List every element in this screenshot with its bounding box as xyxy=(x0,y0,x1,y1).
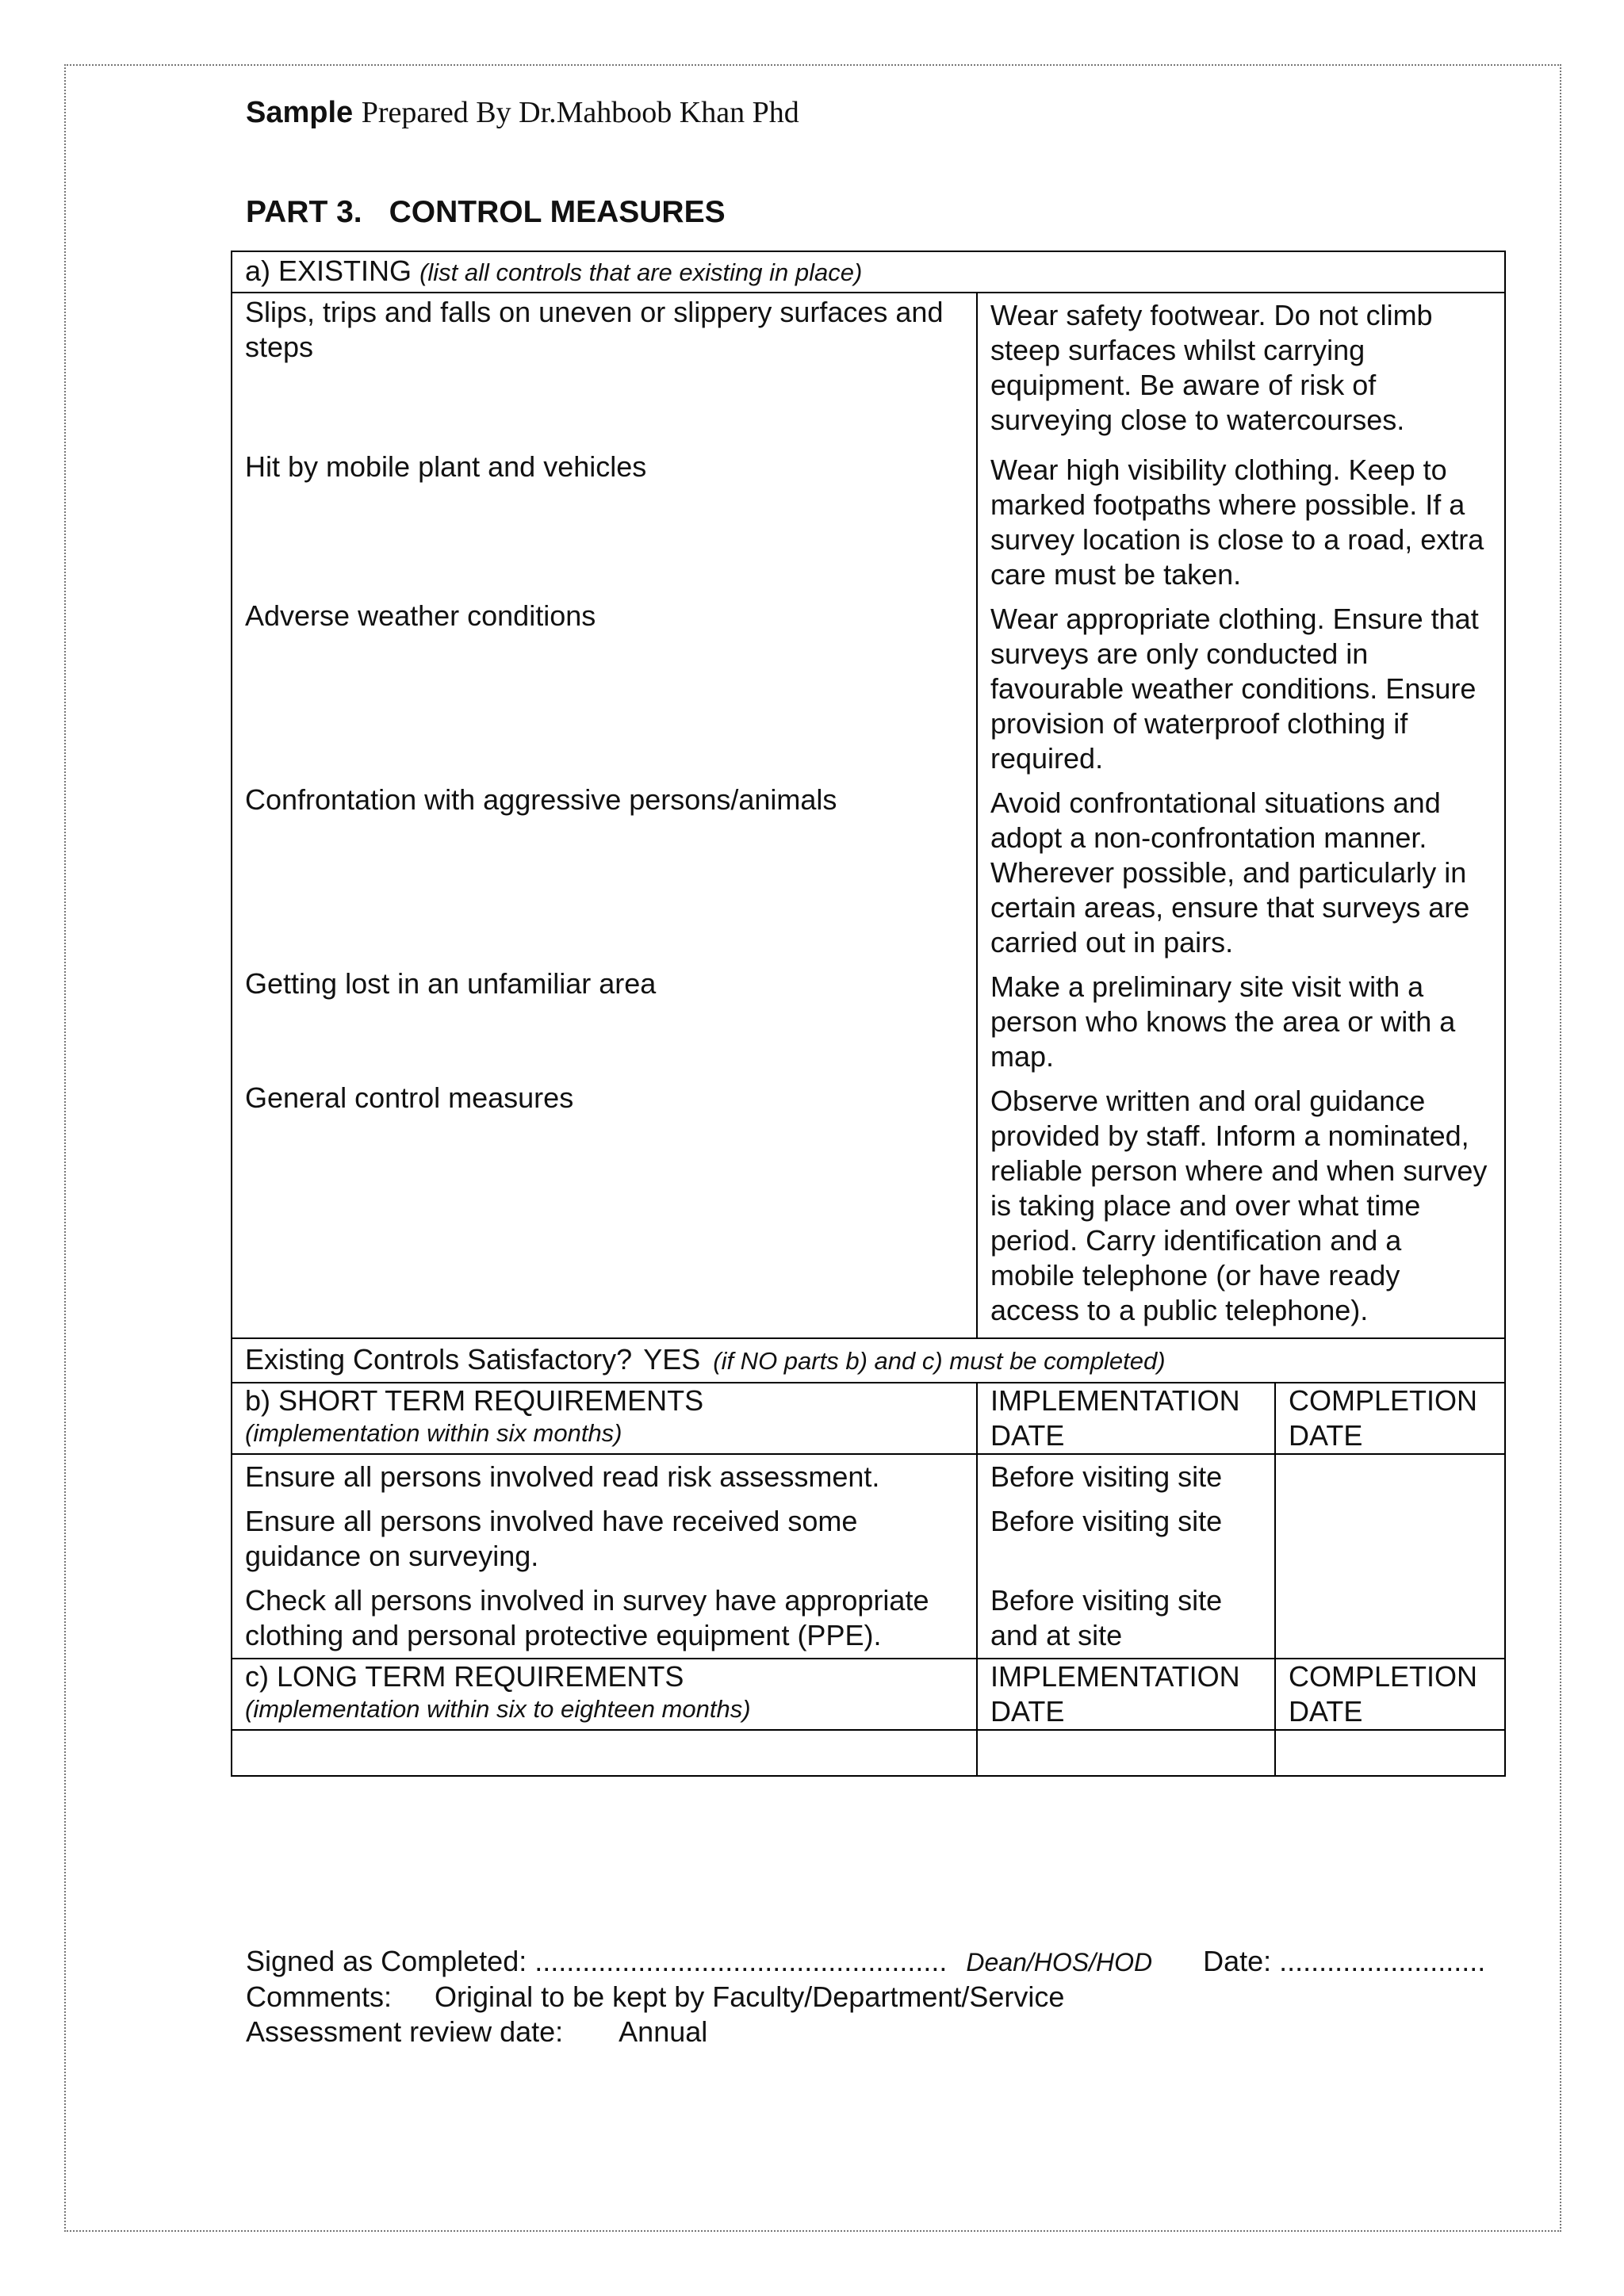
control-item: Wear safety footwear. Do not climb steep surfaces whilst carrying equipment. Be aware of risk of surveying close to watercourses. xyxy=(990,299,1433,436)
long-term-empty-row xyxy=(232,1730,1505,1776)
requirement-item: Ensure all persons involved read risk assessment. xyxy=(245,1460,880,1493)
long-term-impl-header: IMPLEMENTATION DATE xyxy=(977,1659,1275,1730)
satisfactory-row xyxy=(232,1338,1505,1383)
review-value: Annual xyxy=(619,2015,708,2048)
controls-cell xyxy=(977,293,1505,1338)
document-header xyxy=(246,95,799,130)
existing-header-cell xyxy=(232,251,1505,293)
part-title-text: CONTROL MEASURES xyxy=(389,195,726,229)
signed-dots: .................................................... xyxy=(534,1945,948,1977)
existing-header-row xyxy=(232,251,1505,293)
control-item: Wear appropriate clothing. Ensure that surveys are only conducted in favourable weather conditions. Ensure provision of waterproof clothing if required. xyxy=(990,603,1479,775)
short-term-comp-header: COMPLETION DATE xyxy=(1275,1383,1505,1454)
date-dots: .......................... xyxy=(1279,1945,1486,1977)
long-term-impl-blank xyxy=(977,1730,1275,1776)
short-term-note: (implementation within six months) xyxy=(245,1419,622,1447)
satisfactory-value: YES xyxy=(643,1343,701,1376)
requirement-item: Ensure all persons involved have received some guidance on surveying. xyxy=(245,1505,858,1572)
long-term-requirement-blank xyxy=(232,1730,977,1776)
short-term-header-cell xyxy=(232,1383,977,1454)
satisfactory-label: Existing Controls Satisfactory? xyxy=(245,1343,633,1376)
short-term-label: b) SHORT TERM REQUIREMENTS xyxy=(245,1384,704,1417)
short-term-requirements-cell xyxy=(232,1454,977,1659)
comments-row xyxy=(246,1980,1485,2015)
long-term-header-row xyxy=(232,1659,1505,1730)
short-term-completion-cell xyxy=(1275,1454,1505,1659)
short-term-impl-header: IMPLEMENTATION DATE xyxy=(977,1383,1275,1454)
implementation-item: Before visiting site xyxy=(990,1460,1223,1493)
existing-label: a) EXISTING xyxy=(245,254,412,287)
comments-value: Original to be kept by Faculty/Department/Service xyxy=(435,1980,1065,2013)
satisfactory-note: (if NO parts b) and c) must be completed) xyxy=(713,1347,1166,1375)
existing-note: (list all controls that are existing in place) xyxy=(419,258,863,286)
long-term-label: c) LONG TERM REQUIREMENTS xyxy=(245,1660,684,1693)
hazard-item: Getting lost in an unfamiliar area xyxy=(245,967,657,1000)
implementation-item: Before visiting site xyxy=(990,1505,1223,1537)
short-term-rows xyxy=(232,1454,1505,1659)
long-term-header-cell xyxy=(232,1659,977,1730)
control-item: Observe written and oral guidance provided by staff. Inform a nominated, reliable person where and when survey is taking place and over what time period. Carry identification and a mobile telephone (or have ready access to a public telephone). xyxy=(990,1085,1488,1326)
implementation-item: Before visiting site and at site xyxy=(990,1584,1223,1651)
control-item: Avoid confrontational situations and adopt a non-confrontation manner. Wherever possible, and particularly in certain areas, ensure that surveys are carried out in pairs. xyxy=(990,786,1470,959)
signed-role: Dean/HOS/HOD xyxy=(966,1948,1153,1976)
signed-label: Signed as Completed: xyxy=(246,1945,527,1977)
requirement-item: Check all persons involved in survey have appropriate clothing and personal protective equipment (PPE). xyxy=(245,1584,929,1651)
review-label: Assessment review date: xyxy=(246,2015,564,2048)
sample-label: Sample xyxy=(246,96,354,129)
part-number: PART 3. xyxy=(246,195,362,229)
existing-controls-row xyxy=(232,293,1505,1338)
hazard-item: Hit by mobile plant and vehicles xyxy=(245,450,647,483)
long-term-comp-header: COMPLETION DATE xyxy=(1275,1659,1505,1730)
hazard-item: Slips, trips and falls on uneven or slippery surfaces and steps xyxy=(245,296,944,363)
prepared-by: Prepared By Dr.Mahboob Khan Phd xyxy=(361,96,799,129)
long-term-note: (implementation within six to eighteen months) xyxy=(245,1695,751,1723)
comments-label: Comments: xyxy=(246,1980,393,2013)
hazard-item: Adverse weather conditions xyxy=(245,599,596,632)
control-item: Wear high visibility clothing. Keep to marked footpaths where possible. If a survey location is close to a road, extra care must be taken. xyxy=(990,453,1484,591)
long-term-comp-blank xyxy=(1275,1730,1505,1776)
short-term-header-row xyxy=(232,1383,1505,1454)
control-measures-table xyxy=(231,251,1506,1777)
hazard-item: Confrontation with aggressive persons/animals xyxy=(245,783,837,816)
review-row xyxy=(246,2015,1485,2049)
control-item: Make a preliminary site visit with a person who knows the area or with a map. xyxy=(990,970,1456,1073)
signed-row xyxy=(246,1944,1485,1980)
short-term-impl-cell xyxy=(977,1454,1275,1659)
hazards-cell xyxy=(232,293,977,1338)
hazard-item: General control measures xyxy=(245,1081,574,1114)
page-title xyxy=(246,195,726,230)
satisfactory-cell xyxy=(232,1338,1505,1383)
date-label: Date: xyxy=(1203,1945,1272,1977)
signature-block xyxy=(246,1944,1485,2049)
